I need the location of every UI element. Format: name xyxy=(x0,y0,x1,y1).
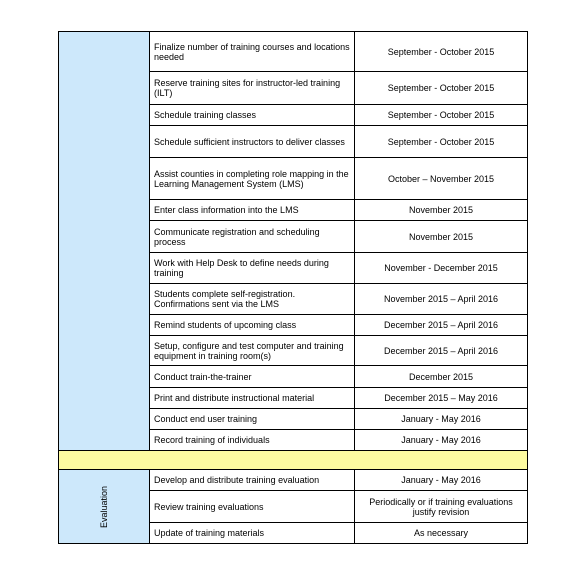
task-cell: Conduct train-the-trainer xyxy=(150,366,355,388)
training-schedule-table xyxy=(58,31,528,544)
timeline-cell: January - May 2016 xyxy=(355,430,528,451)
task-cell: Students complete self-registration. Confirmations sent via the LMS xyxy=(150,284,355,315)
timeline-cell: November 2015 – April 2016 xyxy=(355,284,528,315)
phase-separator xyxy=(59,451,528,470)
task-cell: Enter class information into the LMS xyxy=(150,200,355,221)
task-cell: Develop and distribute training evaluation xyxy=(150,470,355,491)
timeline-cell: November 2015 xyxy=(355,200,528,221)
task-cell: Record training of individuals xyxy=(150,430,355,451)
timeline-cell: November - December 2015 xyxy=(355,253,528,284)
task-cell: Conduct end user training xyxy=(150,409,355,430)
task-cell: Print and distribute instructional material xyxy=(150,388,355,409)
timeline-cell: November 2015 xyxy=(355,221,528,253)
timeline-cell: January - May 2016 xyxy=(355,470,528,491)
timeline-cell: September - October 2015 xyxy=(355,126,528,158)
separator-cell xyxy=(59,451,528,470)
task-cell: Communicate registration and scheduling process xyxy=(150,221,355,253)
timeline-cell: September - October 2015 xyxy=(355,72,528,105)
task-cell: Assist counties in completing role mapping in the Learning Management System (LMS) xyxy=(150,158,355,200)
phase-label-evaluation: Evaluation xyxy=(99,485,109,528)
task-cell: Update of training materials xyxy=(150,523,355,544)
phase-cell-evaluation xyxy=(59,470,150,544)
task-cell: Remind students of upcoming class xyxy=(150,315,355,336)
task-cell: Schedule sufficient instructors to deliver classes xyxy=(150,126,355,158)
timeline-cell: December 2015 xyxy=(355,366,528,388)
task-cell: Finalize number of training courses and locations needed xyxy=(150,32,355,72)
timeline-cell: December 2015 – May 2016 xyxy=(355,388,528,409)
timeline-cell: December 2015 – April 2016 xyxy=(355,315,528,336)
timeline-cell: As necessary xyxy=(355,523,528,544)
task-cell: Review training evaluations xyxy=(150,491,355,523)
timeline-cell: September - October 2015 xyxy=(355,32,528,72)
table-row xyxy=(59,32,528,72)
task-cell: Setup, configure and test computer and training equipment in training room(s) xyxy=(150,336,355,366)
phase-cell-implementation xyxy=(59,32,150,451)
timeline-cell: Periodically or if training evaluations justify revision xyxy=(355,491,528,523)
timeline-cell: December 2015 – April 2016 xyxy=(355,336,528,366)
timeline-cell: September - October 2015 xyxy=(355,105,528,126)
timeline-cell: October – November 2015 xyxy=(355,158,528,200)
task-cell: Schedule training classes xyxy=(150,105,355,126)
timeline-cell: January - May 2016 xyxy=(355,409,528,430)
table-row xyxy=(59,470,528,491)
task-cell: Reserve training sites for instructor-led training (ILT) xyxy=(150,72,355,105)
task-cell: Work with Help Desk to define needs during training xyxy=(150,253,355,284)
